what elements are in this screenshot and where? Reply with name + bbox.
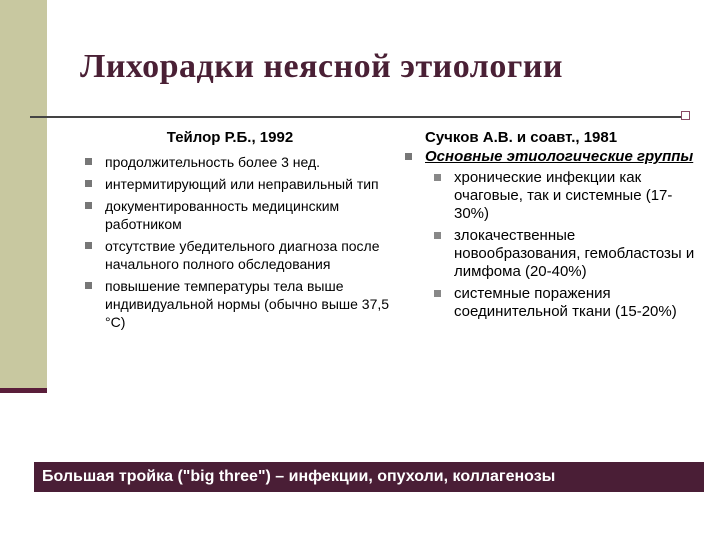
list-item [400, 285, 700, 321]
right-column [400, 129, 700, 325]
list-item [400, 169, 700, 223]
square-bullet-icon [85, 180, 92, 187]
list-item-text: хронические инфекции как очаговые, так и системные (17-30%) [454, 169, 673, 222]
list-item-text: отсутствие убедительного диагноза после начального полного обследования [105, 238, 380, 272]
etiology-sub-list [400, 169, 700, 321]
slide-title: Лихорадки неясной этиологии [80, 48, 563, 85]
square-bullet-icon [85, 242, 92, 249]
square-bullet-icon [85, 282, 92, 289]
square-bullet-icon [85, 158, 92, 165]
left-bullet-list [80, 153, 390, 331]
list-item-text: интермитирующий или неправильный тип [105, 176, 379, 192]
list-item-text: документированность медицинским работником [105, 198, 340, 232]
square-bullet-icon [85, 202, 92, 209]
list-item [80, 175, 390, 193]
list-item-text: злокачественные новообразования, гемобластозы и лимфома (20-40%) [454, 227, 695, 280]
list-item-text: повышение температуры тела выше индивидуальной нормы (обычно выше 37,5 °С) [105, 278, 390, 330]
right-column-heading: Сучков А.В. и соавт., 1981 [425, 129, 618, 146]
etiology-groups-item [400, 148, 700, 166]
list-item [80, 197, 390, 233]
left-decorative-band [0, 0, 47, 388]
list-item [400, 227, 700, 281]
square-bullet-icon [405, 153, 412, 160]
title-divider [30, 116, 690, 118]
list-item [80, 153, 390, 171]
etiology-groups-heading: Основные этиологические группы [425, 148, 694, 165]
square-bullet-icon [434, 290, 441, 297]
summary-banner: Большая тройка ("big three") – инфекции, опухоли, коллагенозы [34, 462, 704, 492]
square-bullet-icon [434, 174, 441, 181]
left-column-heading: Тейлор Р.Б., 1992 [166, 129, 294, 146]
square-bullet-icon [434, 232, 441, 239]
divider-square-ornament [681, 111, 690, 120]
list-item-text: продолжительность более 3 нед. [105, 154, 321, 170]
list-item-text: системные поражения соединительной ткани (15-20%) [454, 285, 677, 320]
list-item [80, 277, 390, 331]
left-column [80, 129, 390, 335]
left-band-accent [0, 388, 47, 393]
list-item [80, 237, 390, 273]
